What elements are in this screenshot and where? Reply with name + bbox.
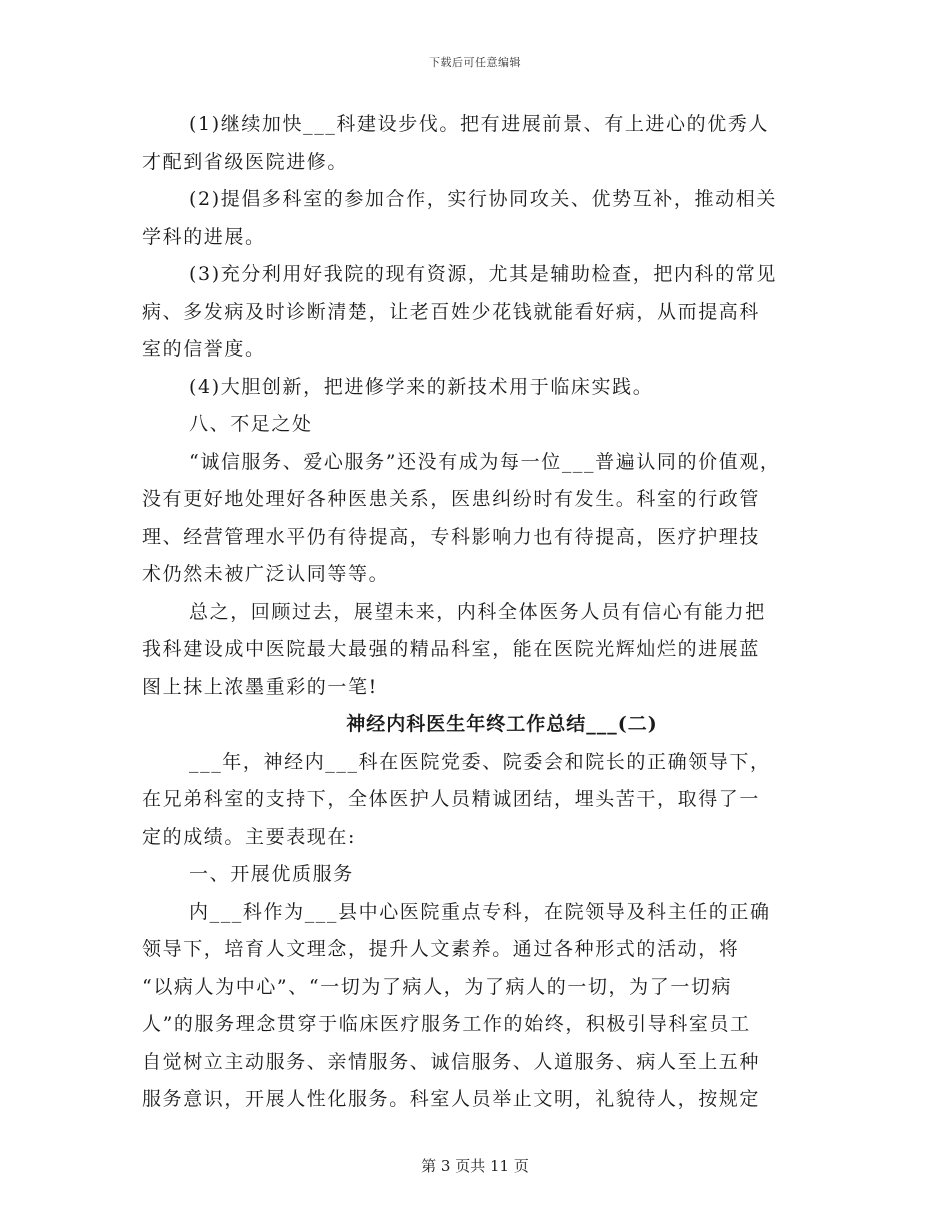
text-line: 才配到省级医院进修。 <box>142 150 349 173</box>
text-line: (3)充分利用好我院的现有资源，尤其是辅助检查，把内科的常见 <box>189 263 777 285</box>
text-line: “诚信服务、爱心服务”还没有成为每一位___普遍认同的价值观， <box>189 450 781 473</box>
text-line: “以病人为中心”、“一切为了病人，为了病人的一切，为了一切病 <box>142 975 733 998</box>
text-line: 在兄弟科室的支持下，全体医护人员精诚团结，埋头苦干，取得了一 <box>142 788 761 810</box>
text-line: 图上抹上浓墨重彩的一笔! <box>142 675 378 698</box>
text-line: 八、不足之处 <box>189 413 313 435</box>
text-line: ___年，神经内___科在医院党委、院委会和院长的正确领导下， <box>189 750 771 773</box>
section-title: 神经内科医生年终工作总结___(二) <box>346 713 658 735</box>
text-line: 内___科作为___县中心医院重点专科，在院领导及科主任的正确 <box>189 900 771 923</box>
text-line: (1)继续加快___科建设步伐。把有进展前景、有上进心的优秀人 <box>189 113 770 135</box>
text-line: 定的成绩。主要表现在: <box>142 825 357 848</box>
text-line: 术仍然未被广泛认同等等。 <box>142 563 390 585</box>
text-line: 学科的进展。 <box>142 225 266 248</box>
text-line: 我科建设成中医院最大最强的精品科室，能在医院光辉灿烂的进展蓝 <box>142 638 761 660</box>
text-line: 理、经营管理水平仍有待提高，专科影响力也有待提高，医疗护理技 <box>142 525 761 548</box>
text-line: 服务意识，开展人性化服务。科室人员举止文明，礼貌待人，按规定 <box>142 1088 761 1110</box>
text-line: 没有更好地处理好各种医患关系，医患纠纷时有发生。科室的行政管 <box>142 488 761 510</box>
text-line: 一、开展优质服务 <box>189 863 354 885</box>
text-line: (2)提倡多科室的参加合作，实行协同攻关、优势互补，推动相关 <box>189 188 777 210</box>
text-line: 总之，回顾过去，展望未来，内科全体医务人员有信心有能力把 <box>189 600 766 623</box>
text-line: 自觉树立主动服务、亲情服务、诚信服务、人道服务、病人至上五种 <box>142 1050 761 1073</box>
text-line: 人”的服务理念贯穿于临床医疗服务工作的始终，积极引导科室员工 <box>142 1013 751 1035</box>
page-footer: 第 3 页共 11 页 <box>421 1157 529 1175</box>
text-line: 室的信誉度。 <box>142 338 266 360</box>
page-header: 下载后可任意编辑 <box>429 56 521 69</box>
text-line: (4)大胆创新，把进修学来的新技术用于临床实践。 <box>189 375 654 398</box>
text-line: 领导下，培育人文理念，提升人文素养。通过各种形式的活动，将 <box>142 938 740 960</box>
document-body <box>142 106 822 1119</box>
text-line: 病、多发病及时诊断清楚，让老百姓少花钱就能看好病，从而提高科 <box>142 300 761 323</box>
